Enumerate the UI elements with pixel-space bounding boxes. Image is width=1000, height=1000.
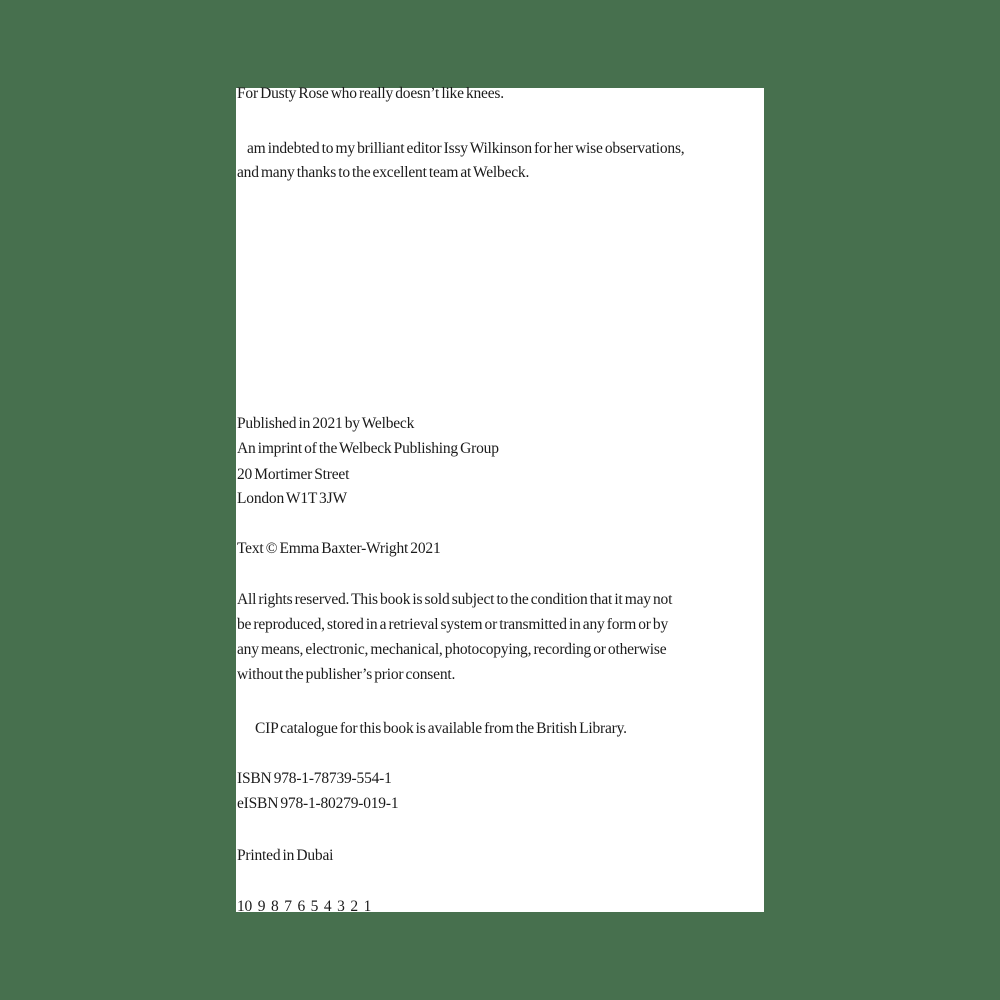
rights-line: any means, electronic, mechanical, photocopying, recording or otherwise — [237, 641, 667, 658]
print-run-line: 10 9 8 7 6 5 4 3 2 1 — [237, 898, 372, 915]
imprint-address-line: 20 Mortimer Street — [237, 466, 350, 483]
cip-line: CIP catalogue for this book is available from the British Library. — [255, 720, 627, 737]
book-page — [236, 85, 764, 915]
eisbn-line: eISBN 978-1-80279-019-1 — [237, 795, 399, 812]
printed-in-line: Printed in Dubai — [237, 847, 334, 864]
imprint-line: An imprint of the Welbeck Publishing Group — [237, 440, 499, 457]
copyright-line: Text © Emma Baxter-Wright 2021 — [237, 540, 441, 557]
rights-line: without the publisher’s prior consent. — [237, 666, 456, 683]
imprint-address-line: London W1T 3JW — [237, 490, 347, 507]
dedication-line: For Dusty Rose who really doesn’t like knees. — [237, 85, 504, 102]
imprint-line: Published in 2021 by Welbeck — [237, 415, 415, 432]
acknowledgement-line: and many thanks to the excellent team at Welbeck. — [237, 164, 530, 181]
rights-line: All rights reserved. This book is sold subject to the condition that it may not — [237, 591, 673, 608]
isbn-line: ISBN 978-1-78739-554-1 — [237, 770, 392, 787]
rights-line: be reproduced, stored in a retrieval system or transmitted in any form or by — [237, 616, 669, 633]
acknowledgement-line: am indebted to my brilliant editor Issy Wilkinson for her wise observations, — [247, 140, 685, 157]
